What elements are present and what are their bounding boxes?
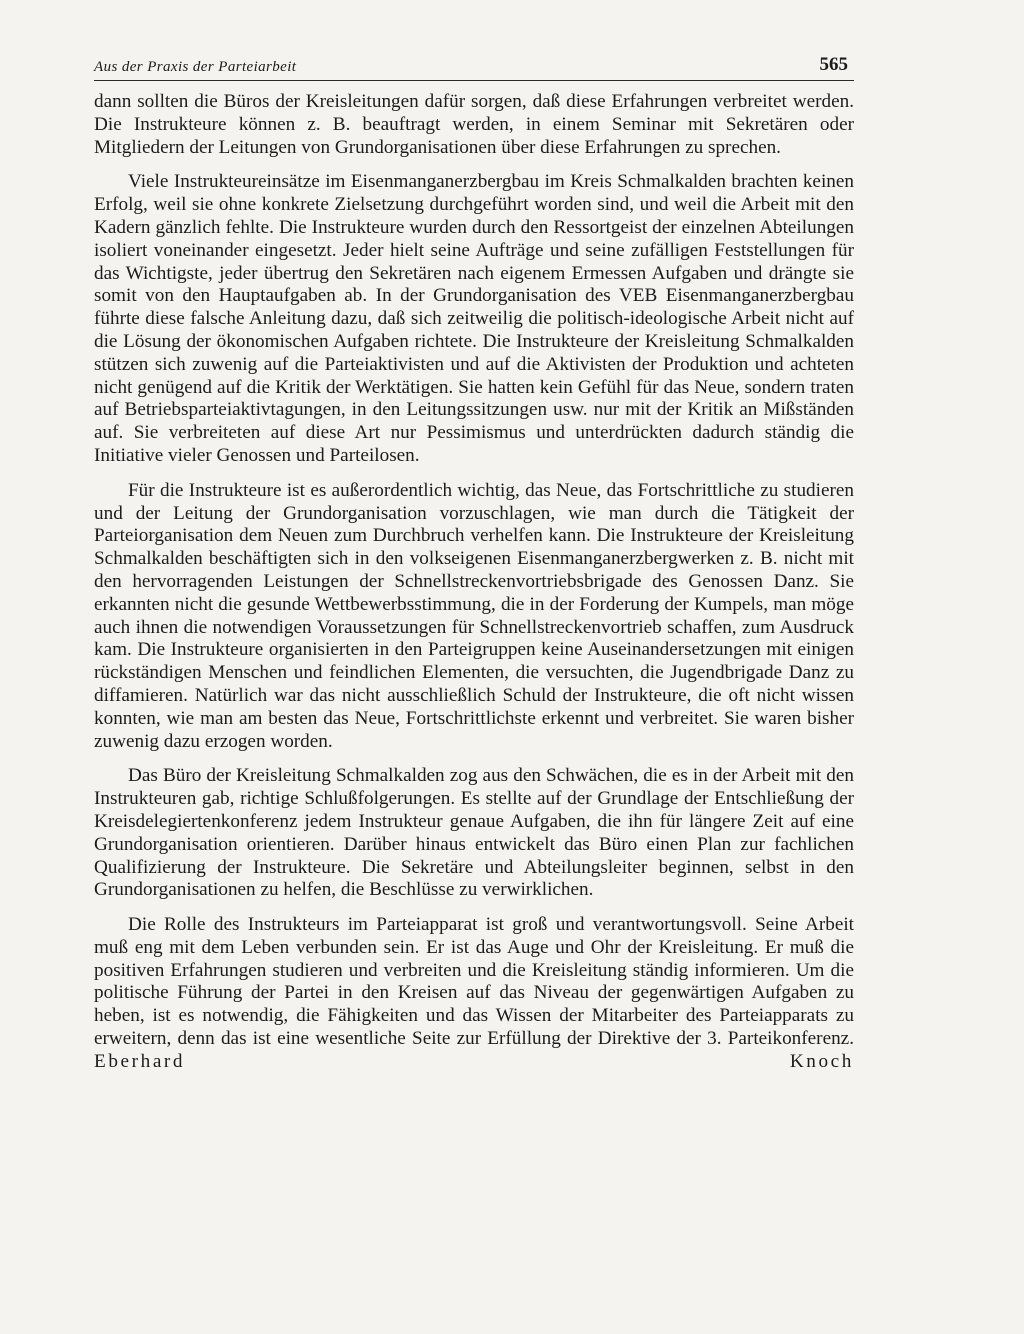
paragraph-3: Für die Instrukteure ist es außerordentlich wichtig, das Neue, das Fortschrittliche zu studieren und der Leitung der Grundorganisation vorzuschlagen, wie man durch die Tätigkeit der Parteiorganisation dem Neuen zum Durchbruch verhelfen kann. Die Instrukteure der Kreisleitung Schmalkalden beschäftigten sich in den volkseigenen Eisenmanganerzbergwerken z. B. nicht mit den hervorragenden Leistungen der Schnellstreckenvortriebsbrigade des Genossen Danz. Sie erkannten nicht die gesunde Wettbewerbsstimmung, die in der Forderung der Kumpels, man möge auch ihnen die notwendigen Voraussetzungen für Schnellstreckenvortrieb schaffen, zum Ausdruck kam. Die Instrukteure organisierten in den Parteigruppen keine Auseinandersetzungen mit einigen rückständigen Menschen und feindlichen Elementen, die versuchten, die Jugendbrigade Danz zu diffamieren. Natürlich war das nicht ausschließlich Schuld der Instrukteure, die oft nicht wissen konnten, wie man am besten das Neue, Fortschrittlichste erkennt und verbreitet. Sie waren bisher zuwenig dazu erzogen worden. (94, 479, 854, 752)
article-body (94, 91, 854, 1074)
document-page (94, 52, 854, 1074)
paragraph-2: Viele Instrukteureinsätze im Eisenmanganerzbergbau im Kreis Schmalkalden brachten keinen Erfolg, weil sie ohne konkrete Zielsetzung durchgeführt worden sind, und weil die Arbeit mit den Kadern gänzlich fehlte. Die Instrukteure wurden durch den Ressortgeist der einzelnen Abteilungen isoliert voneinander eingesetzt. Jeder hielt seine Aufträge und seine zufälligen Feststellungen für das Wichtigste, jeder übertrug den Sekretären nach eigenem Ermessen Aufgaben und drängte sie somit von den Hauptaufgaben ab. In der Grundorganisation des VEB Eisenmanganerzbergbau führte diese falsche Anleitung dazu, daß sich zeitweilig die politisch-ideologische Arbeit nicht auf die Lösung der ökonomischen Aufgaben richtete. Die Instrukteure der Kreisleitung Schmalkalden stützen sich zuwenig auf die Parteiaktivisten und auf die Aktivisten der Produktion und achteten nicht genügend auf die Kritik der Werktätigen. Sie hatten kein Gefühl für das Neue, sondern traten auf Betriebsparteiaktivtagungen, in den Leitungssitzungen usw. nur mit der Kritik an Mißständen auf. Sie verbreiteten auf diese Art nur Pessimismus und unterdrückten dadurch ständig die Initiative vieler Genossen und Parteilosen. (94, 171, 854, 466)
page-number: 565 (819, 54, 848, 75)
author-signature: Eberhard Knoch (94, 1050, 854, 1072)
paragraph-5-with-signature (94, 914, 854, 1074)
running-header (94, 52, 854, 81)
running-title: Aus der Praxis der Parteiarbeit (94, 59, 297, 75)
paragraph-1: dann sollten die Büros der Kreisleitungen dafür sorgen, daß diese Erfahrungen verbreitet werden. Die Instrukteure können z. B. beauftragt werden, in einem Seminar mit Sekretären oder Mitgliedern der Leitungen von Grundorganisationen über diese Erfahrungen zu sprechen. (94, 91, 854, 158)
paragraph-4: Das Büro der Kreisleitung Schmalkalden zog aus den Schwächen, die es in der Arbeit mit den Instrukteuren gab, richtige Schlußfolgerungen. Es stellte auf der Grundlage der Entschließung der Kreisdelegiertenkonferenz jedem Instrukteur genaue Aufgaben, die ihn für längere Zeit auf eine Grundorganisation orientieren. Darüber hinaus entwickelt das Büro einen Plan zur fachlichen Qualifizierung der Instrukteure. Die Sekretäre und Abteilungsleiter beginnen, selbst in den Grundorganisationen zu helfen, die Beschlüsse zu verwirklichen. (94, 765, 854, 901)
paragraph-5: Die Rolle des Instrukteurs im Parteiapparat ist groß und verantwortungsvoll. Seine Arbeit muß eng mit dem Leben verbunden sein. Er ist das Auge und Ohr der Kreisleitung. Er muß die positiven Erfahrungen studieren und verbreiten und die Kreisleitung ständig informieren. Um die politische Führung der Partei in den Kreisen auf das Niveau der gegenwärtigen Aufgaben zu heben, ist es notwendig, die Fähigkeiten und das Wissen der Mitarbeiter des Parteiapparats zu erweitern, denn das ist eine wesentliche Seite zur Erfüllung der Direktive der 3. Parteikonferenz. (94, 914, 854, 1050)
